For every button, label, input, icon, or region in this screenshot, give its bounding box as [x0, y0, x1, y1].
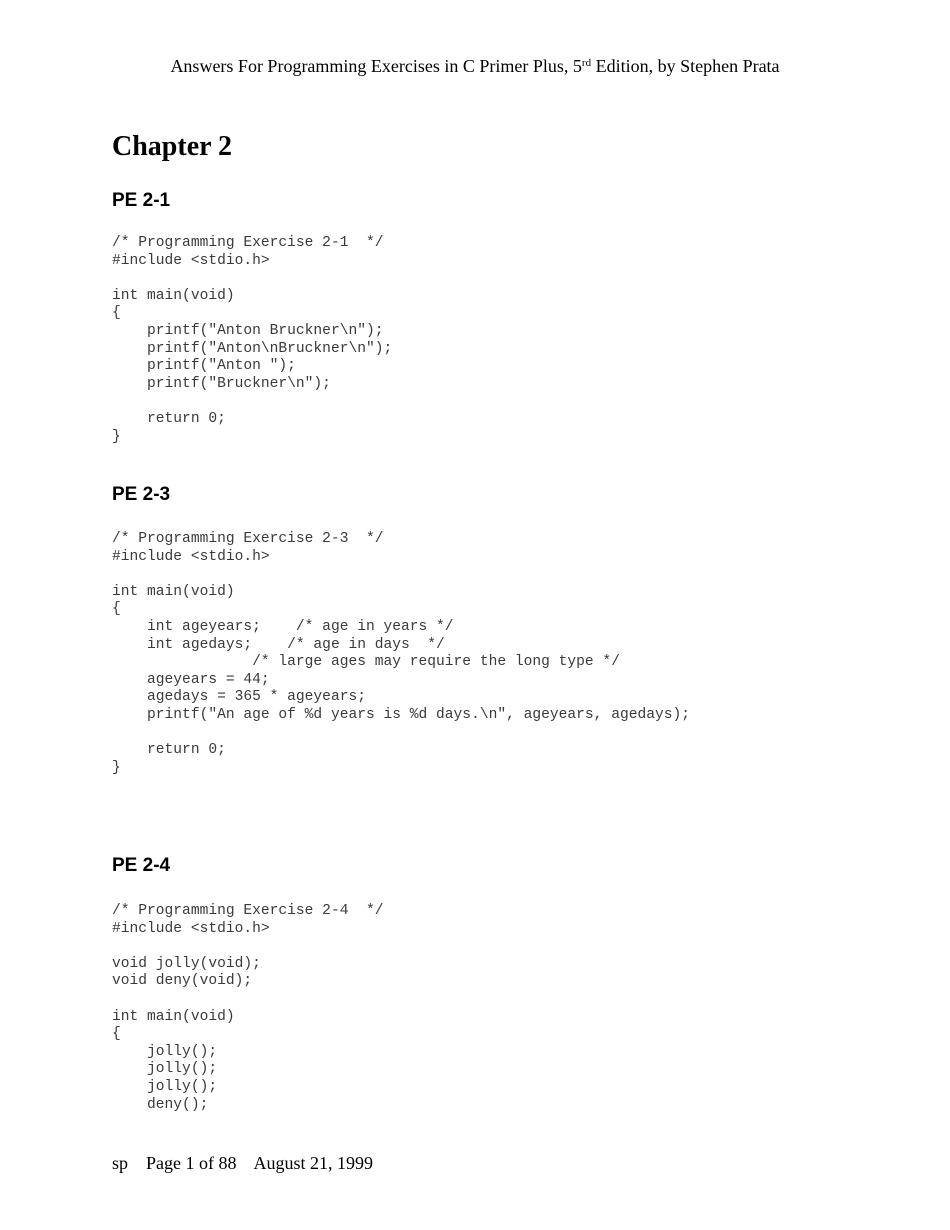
section-title-pe-2-1: PE 2-1	[112, 190, 171, 211]
code-line: void deny(void);	[112, 973, 253, 990]
code-line: int main(void)	[112, 583, 235, 600]
page-footer: sp Page 1 of 88 August 21, 1999	[112, 1153, 373, 1173]
code-line: jolly();	[112, 1078, 218, 1095]
code-line: #include <stdio.h>	[112, 548, 270, 565]
code-line: printf("Bruckner\n");	[112, 375, 331, 392]
code-line: {	[112, 305, 121, 322]
code-line: jolly();	[112, 1061, 218, 1078]
chapter-title: Chapter 2	[112, 131, 233, 162]
code-block-pe-2-1	[112, 235, 392, 446]
code-line: /* large ages may require the long type */	[112, 654, 620, 671]
code-line	[112, 270, 392, 288]
code-line	[112, 566, 690, 584]
code-line: #include <stdio.h>	[112, 252, 270, 269]
header-title: Answers For Programming Exercises in C Primer Plus, 5	[170, 56, 582, 76]
code-line: }	[112, 428, 121, 445]
code-line: return 0;	[112, 410, 226, 427]
code-line: int ageyears; /* age in years */	[112, 618, 454, 635]
code-line: printf("Anton\nBruckner\n");	[112, 340, 393, 357]
code-line	[112, 393, 392, 411]
code-line: /* Programming Exercise 2-1 */	[112, 235, 384, 251]
code-line: void jolly(void);	[112, 955, 261, 972]
code-line: ageyears = 44;	[112, 671, 270, 688]
section-title-pe-2-4: PE 2-4	[112, 855, 171, 876]
code-line: /* Programming Exercise 2-3 */	[112, 531, 384, 547]
code-line: int main(void)	[112, 1008, 235, 1025]
header-title-end: Edition, by Stephen Prata	[591, 56, 780, 76]
code-line	[112, 938, 384, 956]
code-line	[112, 991, 384, 1009]
code-line: return 0;	[112, 742, 226, 759]
code-line: printf("Anton ");	[112, 358, 296, 375]
code-line: {	[112, 1026, 121, 1043]
code-line: agedays = 365 * ageyears;	[112, 689, 366, 706]
code-line: /* Programming Exercise 2-4 */	[112, 903, 384, 919]
code-line: int main(void)	[112, 287, 235, 304]
code-line: }	[112, 759, 121, 776]
code-line: int agedays; /* age in days */	[112, 636, 445, 653]
code-line: #include <stdio.h>	[112, 920, 270, 937]
header-ordinal-suffix: rd	[581, 57, 592, 69]
code-block-pe-2-3	[112, 531, 690, 777]
code-line: deny();	[112, 1096, 209, 1113]
code-line: {	[112, 601, 121, 618]
code-line: printf("An age of %d years is %d days.\n", ageyears, agedays);	[112, 706, 691, 723]
running-header	[0, 53, 950, 79]
code-line: printf("Anton Bruckner\n");	[112, 322, 384, 339]
code-block-pe-2-4	[112, 903, 384, 1114]
code-line	[112, 725, 690, 743]
code-line: jolly();	[112, 1043, 218, 1060]
section-title-pe-2-3: PE 2-3	[112, 484, 171, 505]
